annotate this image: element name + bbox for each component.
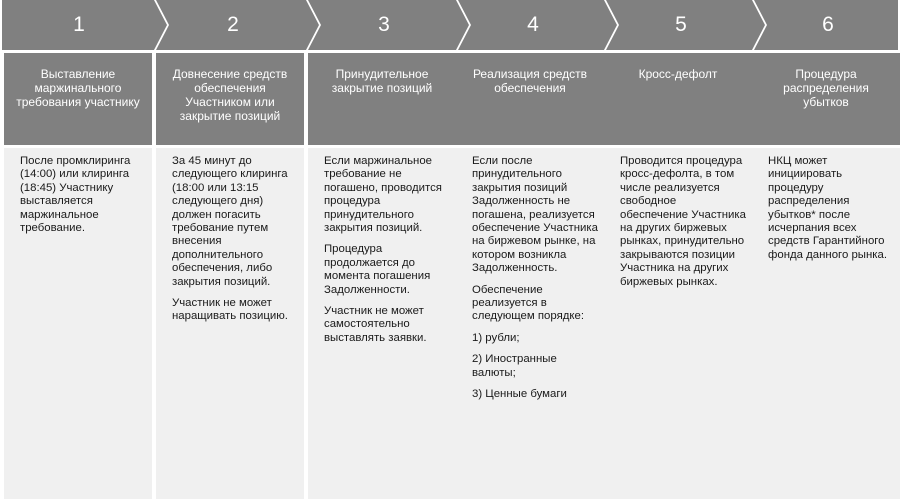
step-description-1	[4, 148, 152, 499]
step-description-5	[604, 148, 752, 499]
step-3-paragraph: Участник не может самостоятельно выставлять заявки.	[324, 305, 427, 344]
step-number-3: 3	[378, 13, 390, 36]
step-2-paragraph: Участник не может наращивать позицию.	[172, 297, 288, 323]
step-4-paragraph: 1) рубли;	[472, 331, 520, 344]
step-number-4: 4	[527, 13, 539, 36]
step-column-1	[4, 53, 152, 499]
step-column-3	[308, 53, 456, 499]
step-4-paragraph: Обеспечение реализуется в следующем порядке:	[472, 283, 585, 323]
step-description-2	[156, 148, 304, 499]
step-title-3: Принудительное закрытие позиций	[308, 53, 456, 145]
step-6-paragraph: НКЦ может инициировать процедуру распределения убытков* после исчерпания всех средств Гарантийного фонда данного рынка.	[768, 155, 887, 261]
step-title-5: Кросс-дефолт	[604, 53, 752, 145]
step-number-1: 1	[73, 13, 85, 36]
step-number-5: 5	[675, 13, 687, 36]
step-number-6: 6	[822, 13, 834, 36]
step-number-2: 2	[227, 13, 239, 36]
step-column-2	[156, 53, 304, 499]
step-3-paragraph: Процедура продолжается до момента погашения Задолженности.	[324, 243, 431, 296]
step-description-4	[456, 148, 604, 499]
step-title-6: Процедура распределения убытков	[752, 53, 900, 145]
step-column-4	[456, 53, 604, 499]
step-2-paragraph: За 45 минут до следующего клиринга (18:00 или 13:15 следующего дня) должен погасить требование путем внесения дополнительного обеспечения, либо закрытия позиций.	[172, 155, 288, 288]
step-4-paragraph: Если после принудительного закрытия позиций Задолженность не погашена, реализуется обеспечение Участника на биржевом рынке, на котором возникла Задолженность.	[472, 155, 598, 275]
step-title-4: Реализация средств обеспечения	[456, 53, 604, 145]
step-title-1: Выставление маржинального требования участнику	[4, 53, 152, 145]
step-4-paragraph: 2) Иностранные валюты;	[472, 353, 557, 379]
step-description-6	[752, 148, 900, 499]
step-column-6	[752, 53, 900, 499]
step-column-5	[604, 53, 752, 499]
step-5-paragraph: Проводится процедура кросс-дефолта, в том числе реализуется свободное обеспечение Участника на других биржевых рынках, принудительно закрываются позиции Участника на других биржевых рынках.	[620, 155, 746, 288]
step-title-2: Довнесение средств обеспечения Участником или закрытие позиций	[156, 53, 304, 145]
step-4-paragraph: 3) Ценные бумаги	[472, 388, 567, 401]
step-1-paragraph: После промклиринга (14:00) или клиринга (18:45) Участнику выставляется маржинальное требование.	[20, 155, 131, 235]
step-description-3	[308, 148, 456, 499]
step-3-paragraph: Если маржинальное требование не погашено, проводится процедура принудительного закрытия позиций.	[324, 155, 442, 235]
